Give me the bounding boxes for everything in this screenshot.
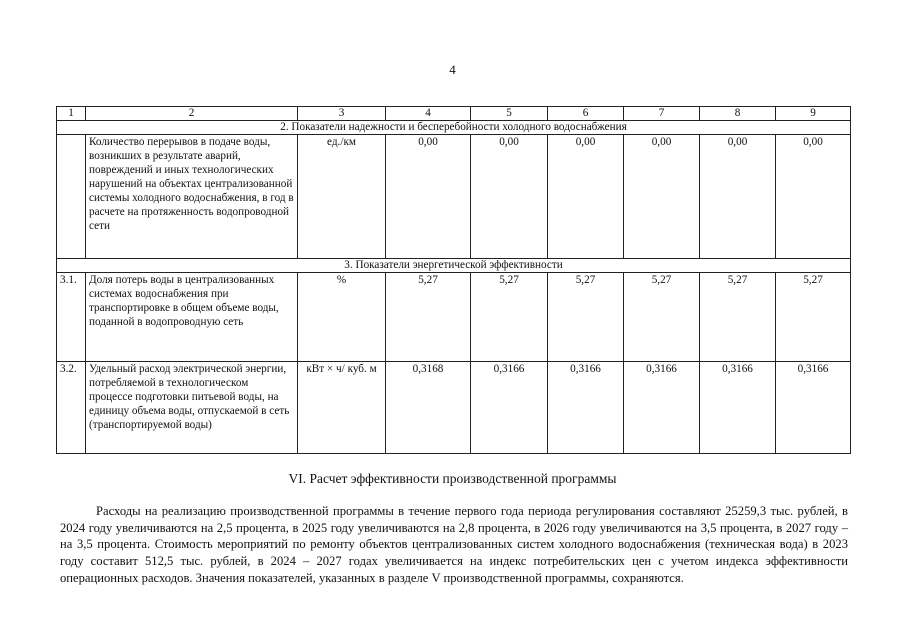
- section-row-reliability: [57, 121, 851, 135]
- row-number: 3.1.: [57, 273, 86, 362]
- row-value: 5,27: [386, 273, 471, 362]
- table-row: [57, 362, 851, 454]
- row-value: 5,27: [471, 273, 548, 362]
- col-header-8: 8: [700, 107, 776, 121]
- col-header-4: 4: [386, 107, 471, 121]
- row-unit: %: [298, 273, 386, 362]
- row-value: 0,3166: [548, 362, 624, 454]
- row-unit: ед./км: [298, 135, 386, 259]
- section-heading: VI. Расчет эффективности производственной программы: [288, 471, 617, 486]
- body-paragraph: Расходы на реализацию производственной программы в течение первого года периода регулирования составляют 25259,3 тыс. рублей, в 2024 году увеличиваются на 2,5 процента, в 2025 году увеличиваются на 2,8 процента, в 2026 году увеличиваются на 3,5 процента, в 2027 году – на 3,5 процента. Стоимость мероприятий по ремонту объектов централизованных систем холодного водоснабжения (техническая вода) в 2023 году составит 512,5 тыс. рублей, в 2024 – 2027 годах увеличивается на индекс потребительских цен с учетом индекса эффективности операционных расходов. Значения показателей, указанных в разделе V производственной программы, сохраняются.: [60, 504, 848, 585]
- row-number: [57, 135, 86, 259]
- row-value: 5,27: [624, 273, 700, 362]
- row-description: Доля потерь воды в централизованных системах водоснабжения при транспортировке в общем объеме воды, поданной в водопроводную сеть: [86, 273, 298, 362]
- row-value: 0,3166: [700, 362, 776, 454]
- row-value: 0,00: [776, 135, 851, 259]
- section-row-energy: [57, 259, 851, 273]
- section-title: 3. Показатели энергетической эффективности: [57, 259, 851, 273]
- row-value: 0,00: [386, 135, 471, 259]
- row-value: 0,00: [471, 135, 548, 259]
- row-description: Удельный расход электрической энергии, потребляемой в технологическом процессе подготовки питьевой воды, на единицу объема воды, отпускаемой в сеть (транспортируемой воды): [86, 362, 298, 454]
- row-value: 0,3168: [386, 362, 471, 454]
- col-header-7: 7: [624, 107, 700, 121]
- row-unit: кВт × ч/ куб. м: [298, 362, 386, 454]
- row-value: 0,00: [700, 135, 776, 259]
- col-header-9: 9: [776, 107, 851, 121]
- table-header-row: [57, 107, 851, 121]
- row-value: 0,00: [624, 135, 700, 259]
- section-title: 2. Показатели надежности и бесперебойности холодного водоснабжения: [57, 121, 851, 135]
- row-value: 0,3166: [471, 362, 548, 454]
- row-value: 5,27: [548, 273, 624, 362]
- row-value: 0,00: [548, 135, 624, 259]
- row-value: 5,27: [776, 273, 851, 362]
- col-header-1: 1: [57, 107, 86, 121]
- col-header-5: 5: [471, 107, 548, 121]
- row-value: 0,3166: [776, 362, 851, 454]
- indicators-table: [56, 106, 851, 454]
- row-number: 3.2.: [57, 362, 86, 454]
- row-value: 0,3166: [624, 362, 700, 454]
- col-header-2: 2: [86, 107, 298, 121]
- row-description: Количество перерывов в подаче воды, возникших в результате аварий, повреждений и иных технологических нарушений на объектах централизованной системы холодного водоснабжения, в год в расчете на протяженность водопроводной сети: [86, 135, 298, 259]
- table-row: [57, 135, 851, 259]
- page-number: 4: [449, 62, 456, 77]
- col-header-3: 3: [298, 107, 386, 121]
- table-row: [57, 273, 851, 362]
- col-header-6: 6: [548, 107, 624, 121]
- row-value: 5,27: [700, 273, 776, 362]
